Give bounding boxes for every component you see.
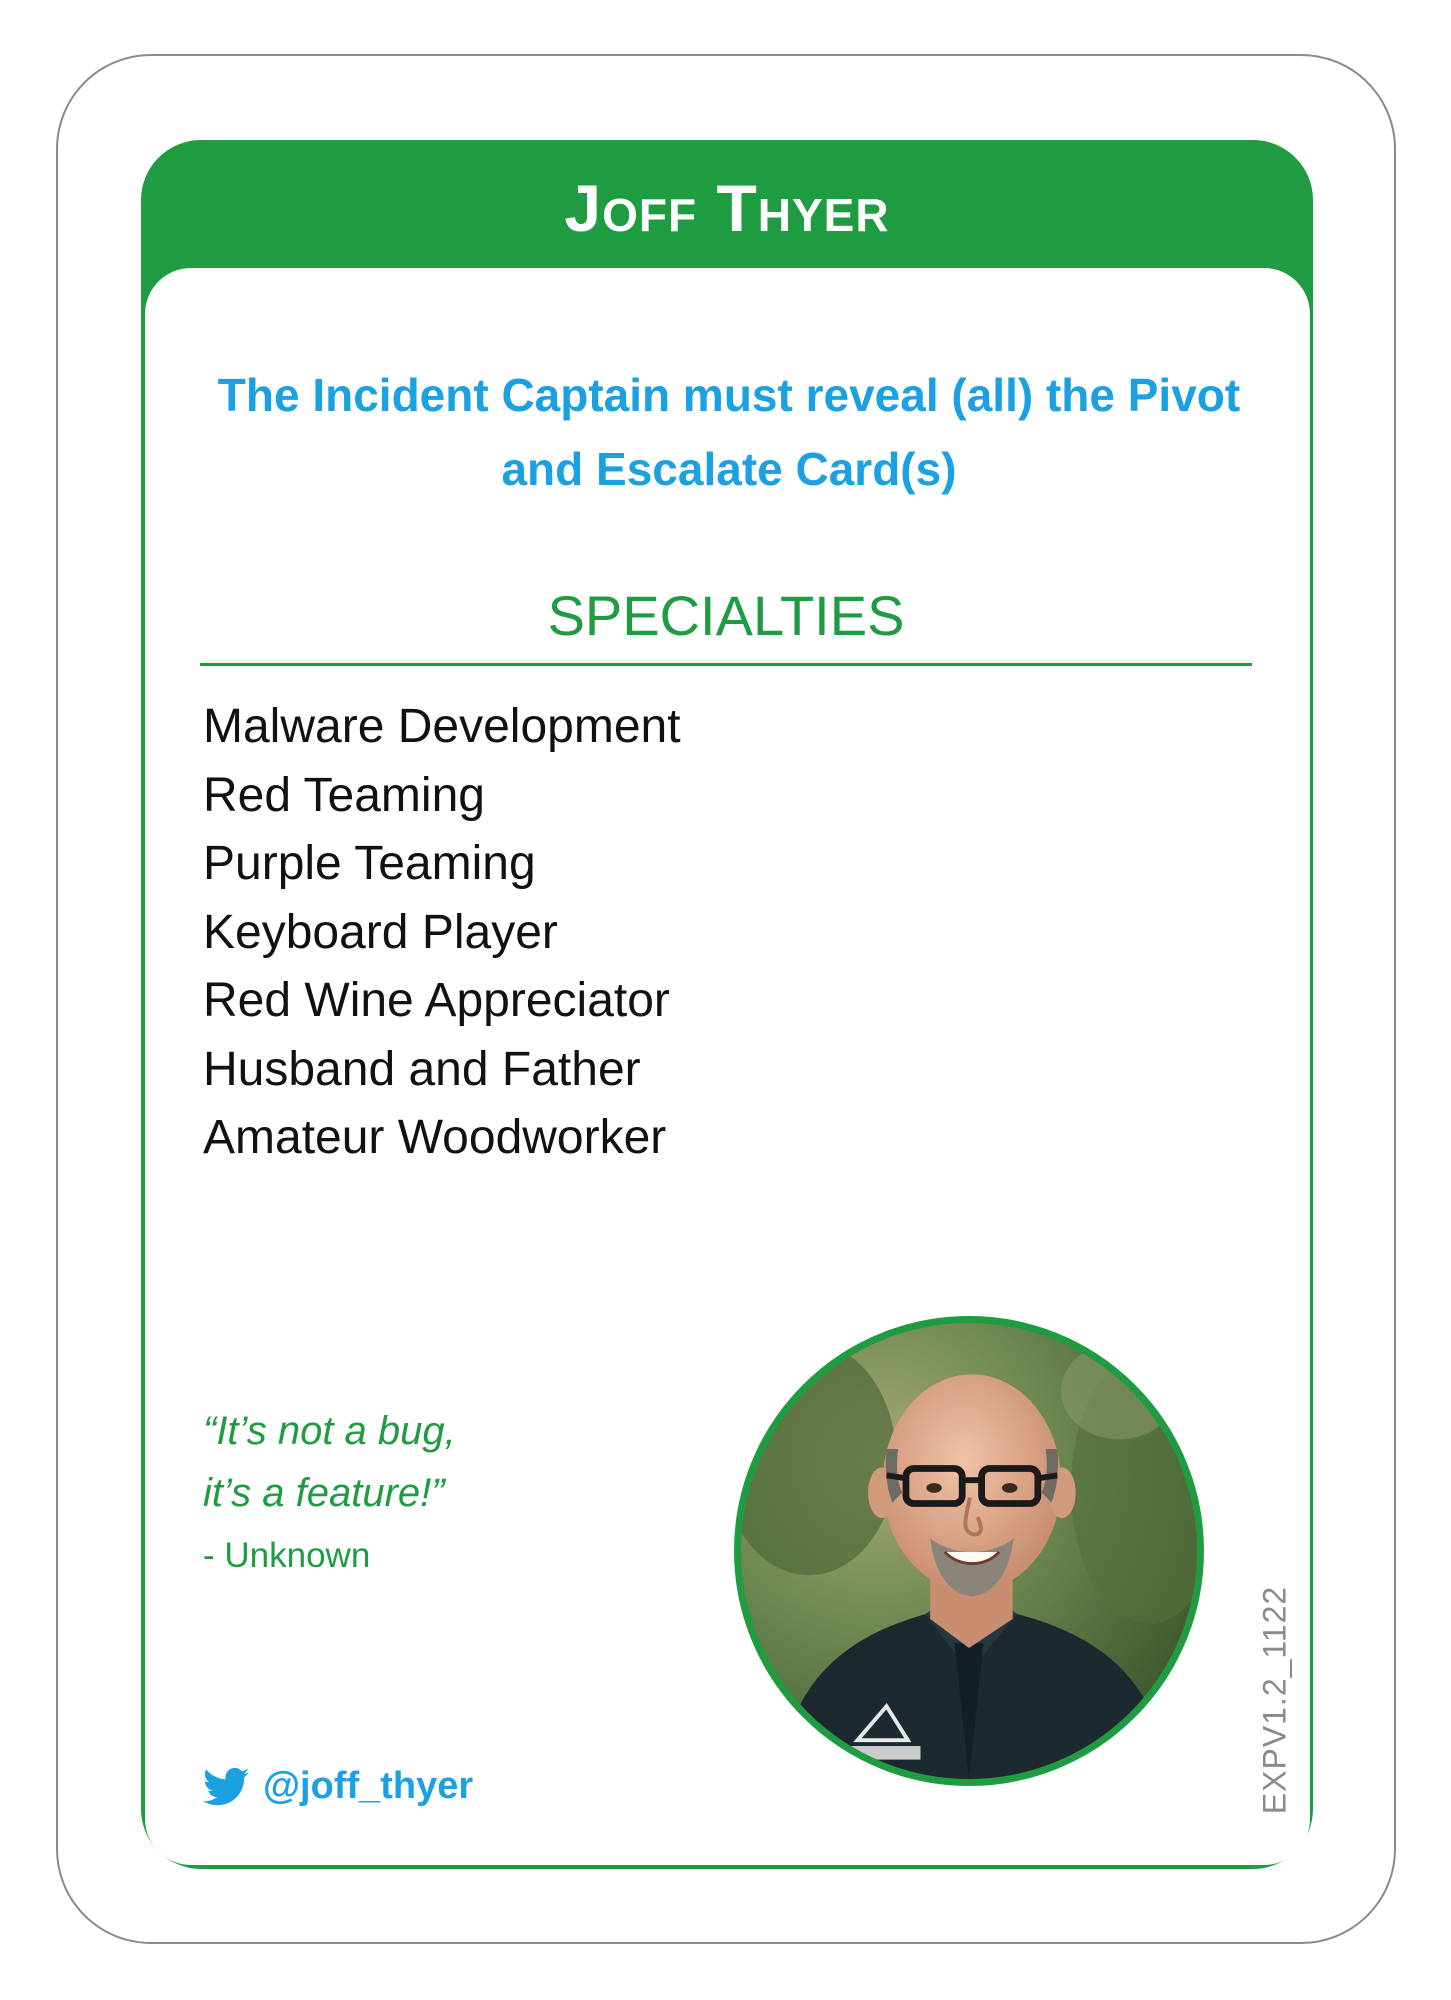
card-name: Joff Thyer [564, 171, 890, 245]
specialty-item: Malware Development [203, 700, 681, 753]
specialties-divider [200, 663, 1252, 666]
specialty-item: Red Teaming [203, 768, 485, 822]
twitter-handle: @joff_thyer [263, 1765, 474, 1807]
quote-attribution: - Unknown [203, 1536, 371, 1575]
specialty-item: Husband and Father [203, 1042, 641, 1096]
card-version-code: EXPV1.2_1122 [1256, 1585, 1293, 1815]
specialty-item: Purple Teaming [203, 837, 536, 890]
card-ability-text: The Incident Captain must reveal (all) the Pivot and Escalate Card(s) [217, 369, 1241, 495]
specialty-item: Keyboard Player [203, 905, 558, 959]
profile-photo [734, 1316, 1204, 1786]
portrait-illustration [741, 1323, 1197, 1779]
card-quote: “It’s not a bug, it’s a feature!” [203, 1409, 456, 1515]
twitter-bird-icon [203, 1767, 249, 1807]
specialty-item: Amateur Woodworker [203, 1111, 667, 1164]
twitter-handle-link[interactable] [203, 1765, 473, 1808]
specialty-item: Red Wine Appreciator [203, 974, 670, 1027]
specialties-list [203, 693, 681, 1173]
specialties-heading: SPECIALTIES [547, 584, 905, 647]
